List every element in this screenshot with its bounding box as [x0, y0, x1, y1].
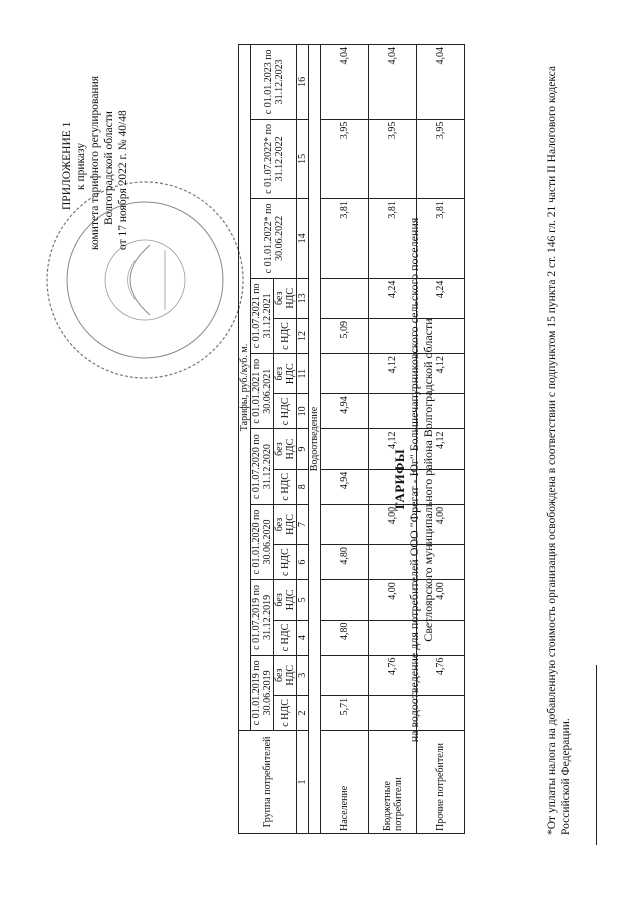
- period-header: с 01.07.2021 по 31.12.2021: [251, 278, 274, 353]
- appendix-line-3: Волгоградской области: [103, 111, 115, 225]
- table-row: [417, 45, 465, 834]
- vat-header: с НДС: [274, 394, 297, 429]
- period-header: с 01.01.2019 по 30.06.2019: [251, 655, 274, 730]
- tariff-cell: 4,12: [369, 429, 417, 469]
- column-number: 13: [297, 278, 309, 318]
- novat-header: без НДС: [274, 655, 297, 695]
- column-number: 6: [297, 545, 309, 580]
- table-row: [321, 45, 369, 834]
- page-title: ТАРИФЫ: [392, 448, 407, 512]
- tariff-cell: [417, 469, 465, 504]
- column-number: 15: [297, 119, 309, 199]
- period-header: с 01.01.2023 по 31.12.2023: [251, 45, 297, 120]
- appendix-block: [60, 60, 130, 320]
- footnote: *От уплаты налога на добавленную стоимость организация освобождена в соответствии с подпунктом 15 пункта 2 ст. 146 гл. 21 части II Налогового кодекса Российской Федерации.: [546, 65, 572, 835]
- footnote-divider: [596, 665, 597, 845]
- section-row: [309, 45, 321, 834]
- novat-header: без НДС: [274, 278, 297, 318]
- column-number: 5: [297, 580, 309, 620]
- consumer-group-name: Бюджетные потребители: [369, 731, 417, 834]
- column-number-row: [297, 45, 309, 834]
- appendix-line-2: комитета тарифного регулирования: [89, 75, 101, 250]
- tariff-cell: 4,12: [417, 429, 465, 469]
- column-number: 11: [297, 354, 309, 394]
- column-number: 8: [297, 469, 309, 504]
- tariff-cell: 4,00: [417, 504, 465, 544]
- vat-header: с НДС: [274, 695, 297, 730]
- table-body: [309, 45, 465, 834]
- tariff-cell: 3,81: [369, 199, 417, 279]
- tariff-table: [238, 44, 465, 834]
- tariff-cell: 4,94: [321, 394, 369, 429]
- column-number: 3: [297, 655, 309, 695]
- tariff-cell: 4,76: [369, 655, 417, 695]
- tariff-cell: [369, 695, 417, 730]
- tariff-cell: 4,04: [417, 45, 465, 120]
- column-number: 7: [297, 504, 309, 544]
- period-header: с 01.01.2022* по 30.06.2022: [251, 199, 297, 279]
- group-header: Группа потребителей: [239, 731, 297, 834]
- column-number: 4: [297, 620, 309, 655]
- tariff-cell: 5,09: [321, 318, 369, 353]
- appendix-line-1: к приказу: [75, 142, 87, 190]
- period-header: с 01.01.2020 по 30.06.2020: [251, 504, 274, 579]
- tariff-cell: 4,80: [321, 545, 369, 580]
- tariff-cell: 5,71: [321, 695, 369, 730]
- column-number: 1: [297, 731, 309, 834]
- tariff-cell: [321, 354, 369, 394]
- appendix-line-4: от 17 ноября 2022 г. № 40/48: [117, 110, 129, 250]
- period-header: с 01.07.2022* по 31.12.2022: [251, 119, 297, 199]
- tariff-cell: 4,76: [417, 655, 465, 695]
- subtitle-line-2: Светлоярского муниципального района Волгоградской области: [421, 318, 435, 642]
- tariff-cell: 3,95: [369, 119, 417, 199]
- vat-header: с НДС: [274, 318, 297, 353]
- tariff-cell: 4,04: [321, 45, 369, 120]
- tariff-cell: 4,00: [369, 504, 417, 544]
- tariff-cell: 4,00: [417, 580, 465, 620]
- column-number: 9: [297, 429, 309, 469]
- column-number: 16: [297, 45, 309, 120]
- tariff-cell: 4,94: [321, 469, 369, 504]
- tariff-cell: [369, 394, 417, 429]
- tariff-cell: 4,12: [417, 354, 465, 394]
- subtitle-line-1: на водоотведение для потребителей ООО "Фрегат - Юг" Большечапурниковского сельского поселения: [407, 217, 421, 743]
- tariff-cell: [417, 620, 465, 655]
- tariff-cell: 3,81: [417, 199, 465, 279]
- consumer-group-name: Население: [321, 731, 369, 834]
- tariff-cell: [417, 695, 465, 730]
- section-label: Водоотведение: [309, 45, 321, 834]
- vat-header: с НДС: [274, 545, 297, 580]
- novat-header: без НДС: [274, 580, 297, 620]
- table-row: [369, 45, 417, 834]
- consumer-group-name: Прочие потребители: [417, 731, 465, 834]
- vat-header: с НДС: [274, 620, 297, 655]
- tariff-cell: [369, 620, 417, 655]
- vat-header: с НДС: [274, 469, 297, 504]
- tariff-cell: 4,00: [369, 580, 417, 620]
- tariff-cell: [369, 318, 417, 353]
- tariff-cell: 3,81: [321, 199, 369, 279]
- tariff-cell: 4,80: [321, 620, 369, 655]
- header-row-periods: [251, 45, 274, 834]
- tariff-cell: [369, 545, 417, 580]
- tariff-cell: [369, 469, 417, 504]
- tariff-cell: 4,04: [369, 45, 417, 120]
- tariff-cell: [321, 504, 369, 544]
- novat-header: без НДС: [274, 354, 297, 394]
- header-row-tariff: [239, 45, 251, 834]
- tariff-cell: 3,95: [321, 119, 369, 199]
- tariff-cell: [417, 394, 465, 429]
- tariff-cell: [321, 655, 369, 695]
- tariff-header: Тарифы, руб./куб. м.: [239, 45, 251, 731]
- period-header: с 01.07.2019 по 31.12.2019: [251, 580, 274, 655]
- tariff-cell: [321, 580, 369, 620]
- tariff-cell: [321, 429, 369, 469]
- tariff-cell: 4,12: [369, 354, 417, 394]
- appendix-title: ПРИЛОЖЕНИЕ 1: [61, 121, 73, 210]
- novat-header: без НДС: [274, 429, 297, 469]
- column-number: 14: [297, 199, 309, 279]
- column-number: 10: [297, 394, 309, 429]
- tariff-cell: 4,24: [369, 278, 417, 318]
- tariff-cell: [321, 278, 369, 318]
- tariff-cell: [417, 545, 465, 580]
- column-number: 12: [297, 318, 309, 353]
- tariff-cell: 4,24: [417, 278, 465, 318]
- column-number: 2: [297, 695, 309, 730]
- period-header: с 01.07.2020 по 31.12.2020: [251, 429, 274, 504]
- tariff-cell: 3,95: [417, 119, 465, 199]
- tariff-cell: [417, 318, 465, 353]
- period-header: с 01.01.2021 по 30.06.2021: [251, 354, 274, 429]
- novat-header: без НДС: [274, 504, 297, 544]
